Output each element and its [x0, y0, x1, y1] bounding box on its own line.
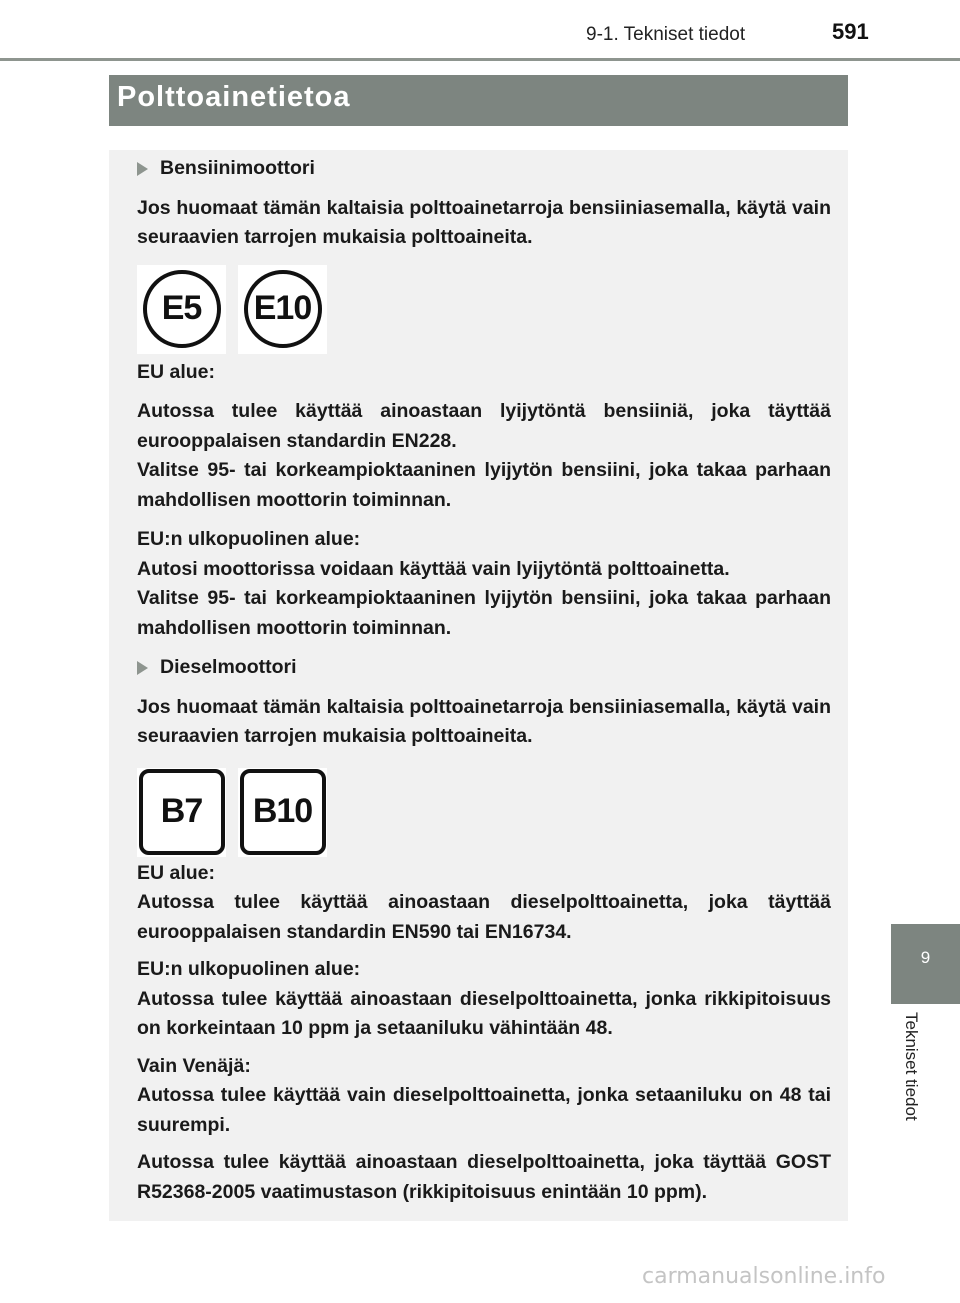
fuel-label-b10-square: B10: [240, 769, 326, 855]
page-number: 591: [832, 19, 869, 44]
triangle-bullet-icon: [137, 162, 148, 176]
diesel-eu-text: Autossa tulee käyttää ainoastaan dieselpolttoainetta, joka täyttää eurooppalaisen standardin EN590 tai EN16734.: [137, 891, 831, 943]
fuel-label-e5: [137, 265, 226, 354]
diesel-non-eu-label: EU:n ulkopuolinen alue:: [137, 958, 361, 980]
section-title: 9-1. Tekniset tiedot: [586, 24, 746, 45]
fuel-label-e10-circle: E10: [244, 270, 322, 348]
diesel-russia-label: Vain Venäjä:: [137, 1054, 251, 1077]
chapter-tab[interactable]: [891, 924, 960, 1004]
fuel-label-e10: [238, 265, 327, 354]
diesel-eu-label: EU alue:: [137, 861, 216, 884]
chapter-number: 9: [920, 948, 931, 967]
diesel-non-eu-text: Autossa tulee käyttää ainoastaan dieselpolttoainetta, jonka rikkipitoisuus on korkeintaan 10 ppm ja setaaniluku vähintään 48.: [137, 987, 831, 1039]
diesel-intro: Jos huomaat tämän kaltaisia polttoainetarroja bensiiniasemalla, käytä vain seuraavien tarrojen mukaisia polttoaineita.: [137, 695, 831, 747]
page-title: Polttoainetietoa: [117, 81, 351, 113]
fuel-label-b7-square: B7: [139, 769, 225, 855]
watermark: carmanualsonline.info: [642, 1264, 886, 1289]
fuel-label-b10: [238, 768, 327, 857]
petrol-non-eu-label: EU:n ulkopuolinen alue:: [137, 528, 361, 550]
petrol-eu-label: EU alue:: [137, 360, 216, 383]
content-box: [109, 150, 848, 1221]
petrol-intro: Jos huomaat tämän kaltaisia polttoainetarroja bensiiniasemalla, käytä vain seuraavien tarrojen mukaisia polttoaineita.: [137, 196, 831, 248]
chapter-title: Tekniset tiedot: [902, 1012, 921, 1121]
petrol-non-eu-text-1: Autosi moottorissa voidaan käyttää vain lyijytöntä polttoainetta.: [137, 557, 730, 580]
content-body: [137, 150, 831, 1207]
diesel-russia-text-2: Autossa tulee käyttää ainoastaan dieselpolttoainetta, joka täyttää GOST R52368-2005 vaatimustason (rikkipitoisuus enintään 10 ppm).: [137, 1151, 831, 1203]
petrol-non-eu-text-2: Valitse 95- tai korkeampioktaaninen lyijytön bensiini, joka takaa parhaan mahdollisen moottorin toiminnan.: [137, 587, 831, 639]
diesel-russia-text-1: Autossa tulee käyttää vain dieselpolttoainetta, jonka setaaniluku on 48 tai suurempi.: [137, 1084, 831, 1136]
diesel-heading-text: Dieselmoottori: [160, 656, 297, 678]
petrol-eu-text-2: Valitse 95- tai korkeampioktaaninen lyijytön bensiini, joka takaa parhaan mahdollisen moottorin toiminnan.: [137, 459, 831, 511]
title-bar: [109, 75, 848, 126]
diesel-heading: [137, 653, 831, 683]
fuel-label-e5-circle: E5: [143, 270, 221, 348]
triangle-bullet-icon: [137, 661, 148, 675]
fuel-label-b7: [137, 768, 226, 857]
petrol-heading: [137, 154, 831, 184]
header-rule: [0, 58, 960, 61]
petrol-eu-text-1: Autossa tulee käyttää ainoastaan lyijytöntä bensiiniä, joka täyttää eurooppalaisen standardin EN228.: [137, 400, 831, 452]
diesel-label-row: [137, 768, 831, 857]
petrol-label-row: [137, 265, 831, 354]
petrol-heading-text: Bensiinimoottori: [160, 157, 315, 179]
